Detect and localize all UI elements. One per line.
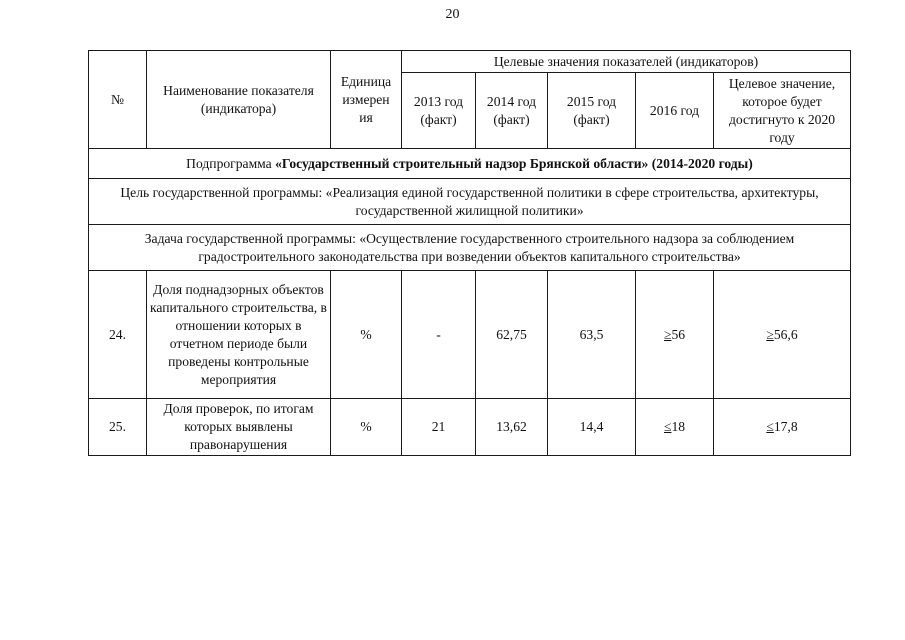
header-unit-line-2: измерен <box>342 91 390 107</box>
value-2016-sign: ≤ <box>663 419 672 434</box>
value-target-number: 56,6 <box>773 326 798 342</box>
header-row-1 <box>89 51 851 73</box>
goal-row <box>89 179 851 225</box>
task-row <box>89 225 851 271</box>
subprogram-prefix: Подпрограмма <box>186 155 276 171</box>
table-row <box>89 271 851 399</box>
unit-cell: % <box>331 399 402 456</box>
value-target <box>714 271 851 399</box>
value-2016-number: 56 <box>671 326 686 342</box>
row-number: 24. <box>89 271 147 399</box>
value-target <box>714 399 851 456</box>
value-2016-sign: ≥ <box>663 326 672 342</box>
value-2015: 63,5 <box>548 271 636 399</box>
indicator-name: Доля поднадзорных объектов капитального строительства, в отношении которых в отчетном периоде были проведены контрольные мероприятия <box>147 271 331 399</box>
row-number: 25. <box>89 399 147 456</box>
header-unit-line-1: Единица <box>340 73 392 89</box>
header-2015: 2015 год (факт) <box>548 73 636 149</box>
indicators-table <box>88 50 851 456</box>
value-target-sign: ≤ <box>766 419 774 434</box>
task-cell: Задача государственной программы: «Осуществление государственного строительного надзора за соблюдением градостроительного законодательства при возведении объектов капитального строительства» <box>89 225 851 271</box>
header-unit <box>331 51 402 149</box>
value-2015: 14,4 <box>548 399 636 456</box>
subprogram-title: «Государственный строительный надзор Брянской области» (2014-2020 годы) <box>275 155 753 171</box>
page-number: 20 <box>445 7 460 22</box>
value-2016 <box>636 399 714 456</box>
header-target: Целевое значение, которое будет достигнуто к 2020 году <box>714 73 851 149</box>
value-2014: 13,62 <box>476 399 548 456</box>
unit-cell: % <box>331 271 402 399</box>
table-row <box>89 399 851 456</box>
value-2013: 21 <box>402 399 476 456</box>
subprogram-row <box>89 149 851 179</box>
value-2013: - <box>402 271 476 399</box>
header-2013: 2013 год (факт) <box>402 73 476 149</box>
goal-cell: Цель государственной программы: «Реализация единой государственной политики в сфере строительства, архитектуры, государственной жилищной политики» <box>89 179 851 225</box>
header-unit-line-3: ия <box>359 109 373 125</box>
value-target-sign: ≥ <box>766 326 774 342</box>
value-2016-number: 18 <box>671 419 686 434</box>
header-no: № <box>89 51 147 149</box>
header-2014: 2014 год (факт) <box>476 73 548 149</box>
indicator-name: Доля проверок, по итогам которых выявлены правонарушения <box>147 399 331 456</box>
header-name: Наименование показателя (индикатора) <box>147 51 331 149</box>
value-2014: 62,75 <box>476 271 548 399</box>
header-group: Целевые значения показателей (индикаторов) <box>402 51 851 73</box>
value-2016 <box>636 271 714 399</box>
header-2016: 2016 год <box>636 73 714 149</box>
value-target-number: 17,8 <box>773 419 798 434</box>
subprogram-cell <box>89 149 851 179</box>
